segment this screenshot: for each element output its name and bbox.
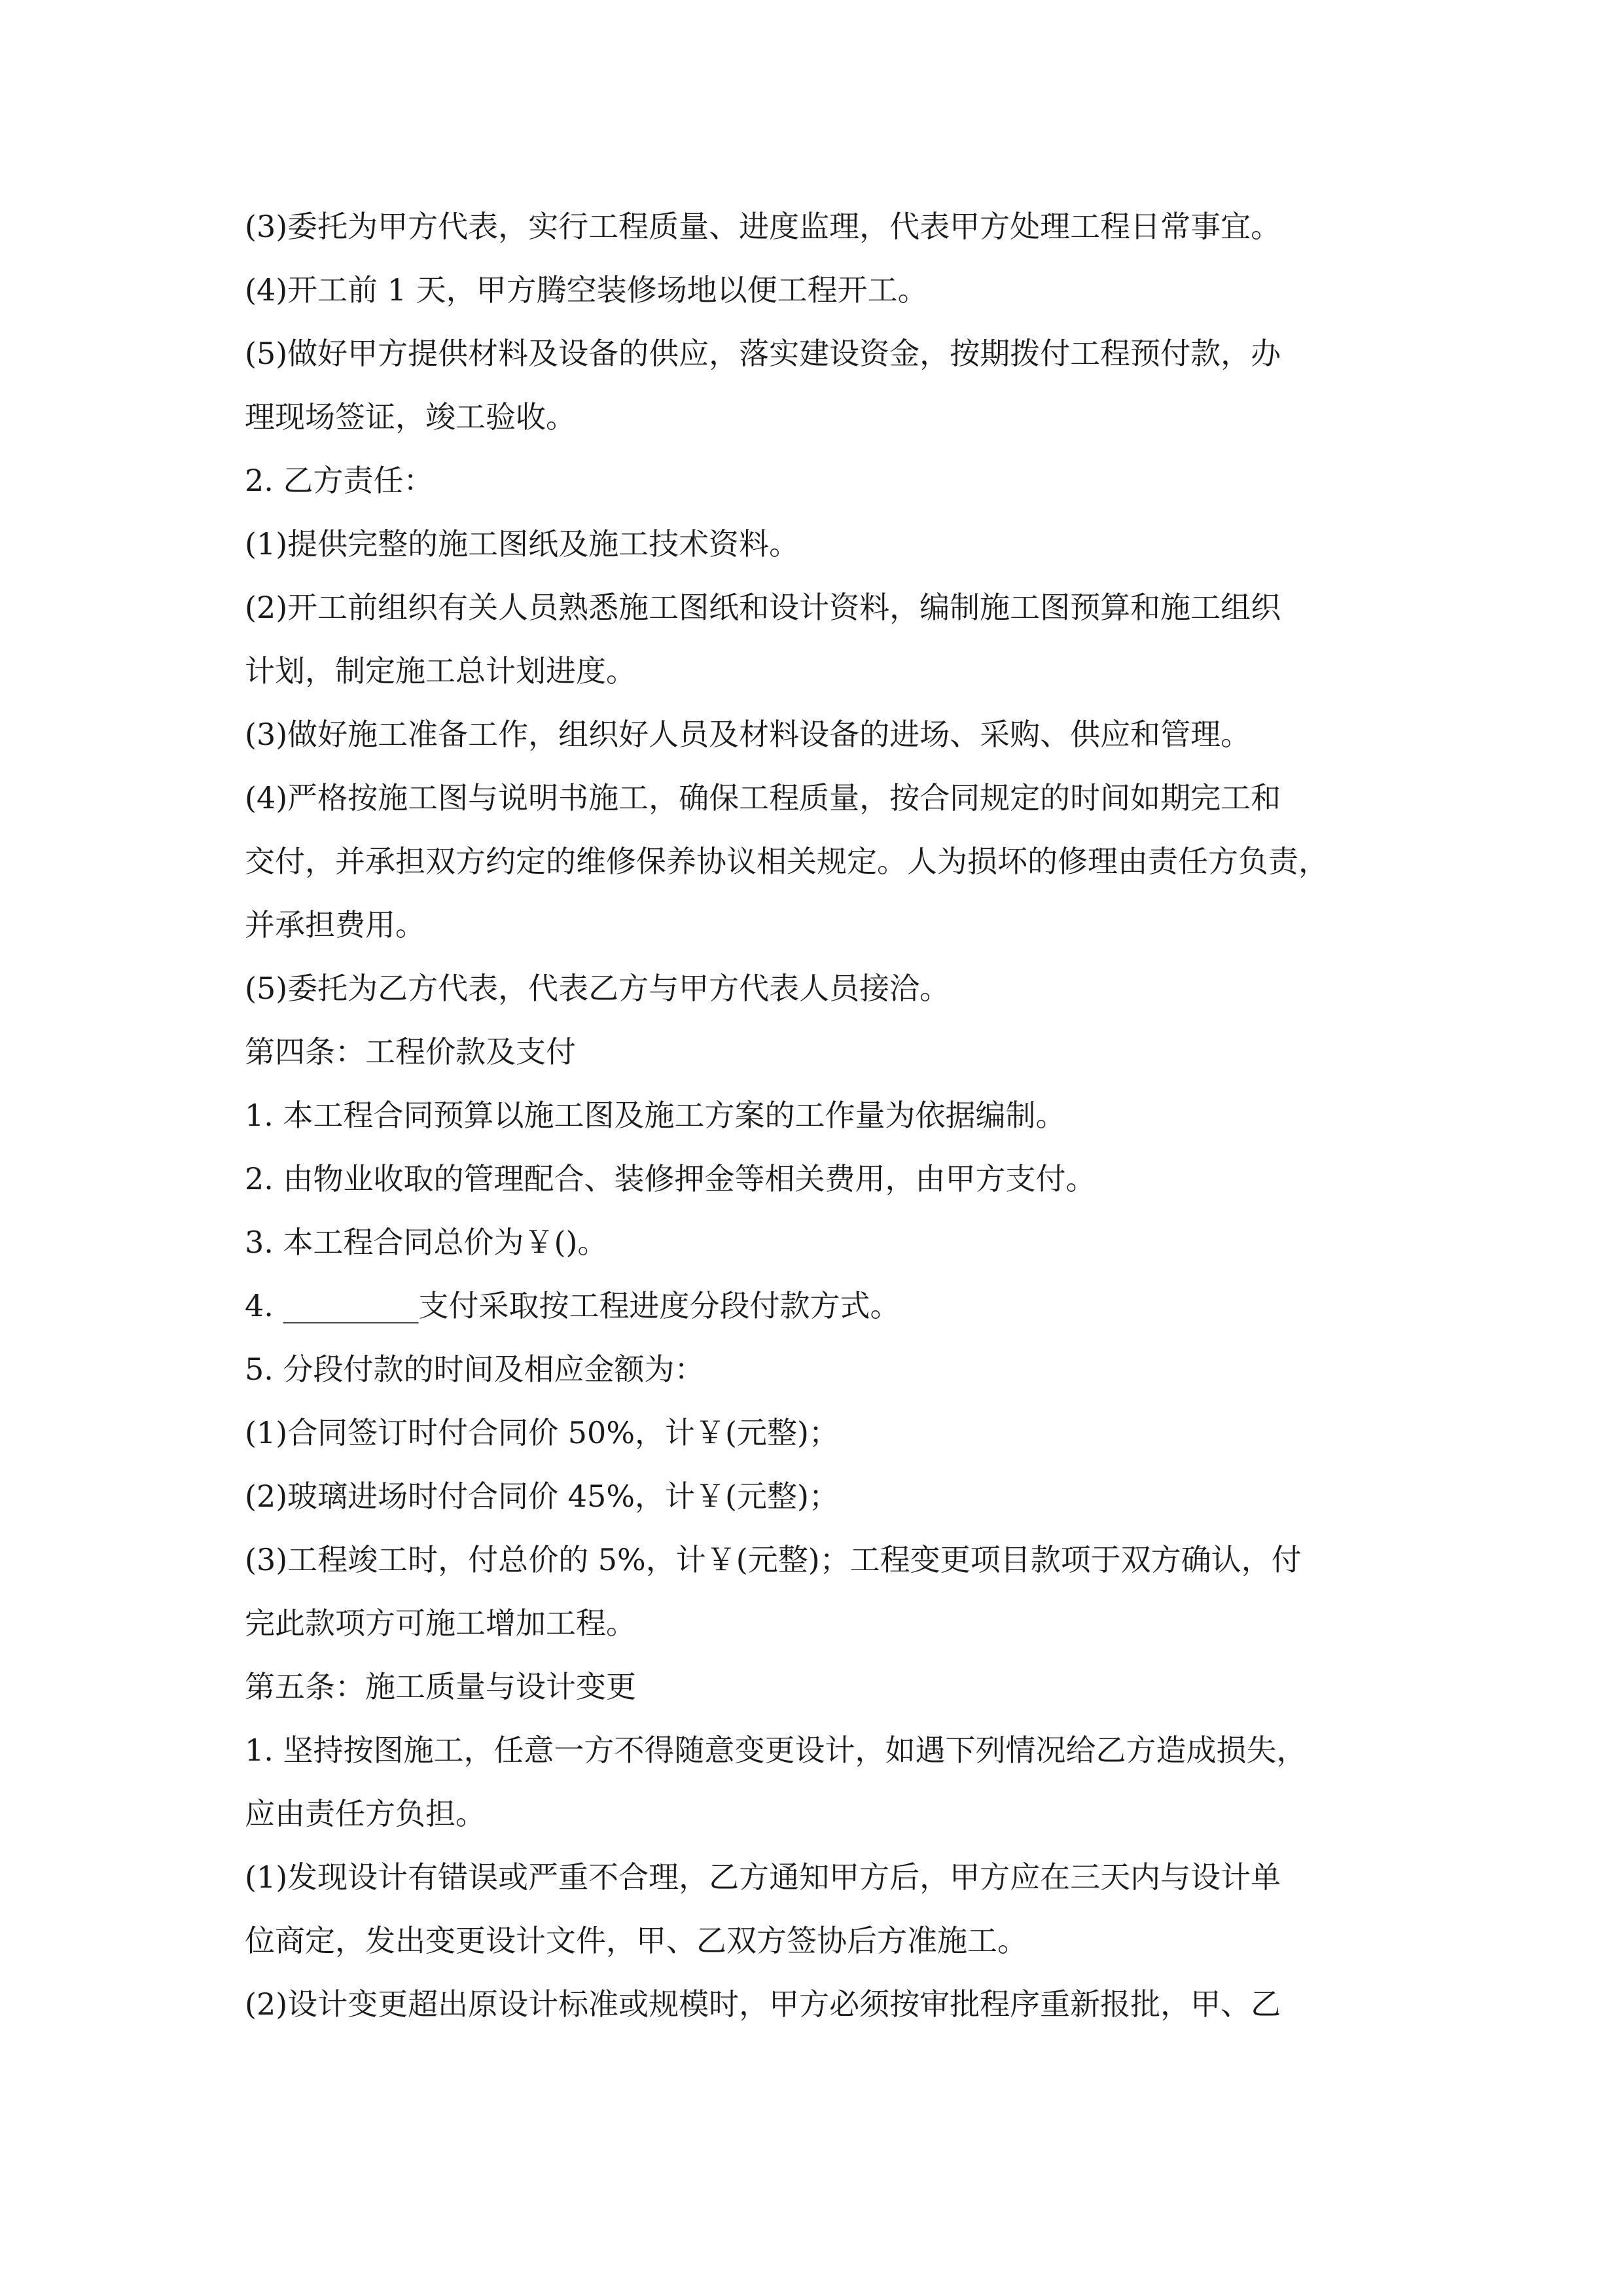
text-line: (4)严格按施工图与说明书施工，确保工程质量，按合同规定的时间如期完工和 — [245, 780, 1281, 816]
text-line: (2)玻璃进场时付合同价 45%，计￥(元整)； — [245, 1479, 839, 1514]
text-line: (1)提供完整的施工图纸及施工技术资料。 — [245, 526, 800, 562]
section-heading: 2. 乙方责任： — [245, 463, 434, 498]
text-line: (1)合同签订时付合同价 50%，计￥(元整)； — [245, 1415, 839, 1450]
article-heading: 第五条：施工质量与设计变更 — [245, 1669, 636, 1704]
text-line: (3)做好施工准备工作，组织好人员及材料设备的进场、采购、供应和管理。 — [245, 717, 1251, 752]
text-line: 3. 本工程合同总价为￥()。 — [245, 1225, 608, 1260]
text-line: 理现场签证，竣工验收。 — [245, 399, 576, 435]
text-line: (3)委托为甲方代表，实行工程质量、进度监理，代表甲方处理工程日常事宜。 — [245, 209, 1281, 244]
text-line: 并承担费用。 — [245, 907, 425, 942]
text-line: (3)工程竣工时，付总价的 5%，计￥(元整)；工程变更项目款项于双方确认，付 — [245, 1542, 1302, 1577]
text-line: 5. 分段付款的时间及相应金额为： — [245, 1352, 705, 1387]
text-line: (4)开工前 1 天，甲方腾空装修场地以便工程开工。 — [245, 272, 928, 308]
text-line: (5)做好甲方提供材料及设备的供应，落实建设资金，按期拨付工程预付款，办 — [245, 336, 1281, 371]
text-line: 1. 本工程合同预算以施工图及施工方案的工作量为依据编制。 — [245, 1098, 1066, 1133]
text-line: (5)委托为乙方代表，代表乙方与甲方代表人员接洽。 — [245, 971, 950, 1006]
text-line: 2. 由物业收取的管理配合、装修押金等相关费用，由甲方支付。 — [245, 1161, 1096, 1196]
text-line: 完此款项方可施工增加工程。 — [245, 1605, 636, 1641]
text-line: 交付，并承担双方约定的维修保养协议相关规定。人为损坏的修理由责任方负责， — [245, 844, 1329, 879]
text-line: 位商定，发出变更设计文件，甲、乙双方签协后方准施工。 — [245, 1923, 1027, 1958]
contract-text-body — [245, 195, 1397, 2036]
text-line: 应由责任方负担。 — [245, 1796, 486, 1831]
text-line: (1)发现设计有错误或严重不合理，乙方通知甲方后，甲方应在三天内与设计单 — [245, 1859, 1281, 1895]
text-line: (2)开工前组织有关人员熟悉施工图纸和设计资料，编制施工图预算和施工组织 — [245, 590, 1281, 625]
text-line: 1. 坚持按图施工，任意一方不得随意变更设计，如遇下列情况给乙方造成损失， — [245, 1732, 1307, 1768]
text-line: 4. _________支付采取按工程进度分段付款方式。 — [245, 1288, 901, 1323]
text-line: (2)设计变更超出原设计标准或规模时，甲方必须按审批程序重新报批，甲、乙 — [245, 1986, 1281, 2022]
text-line: 计划，制定施工总计划进度。 — [245, 653, 636, 689]
article-heading: 第四条：工程价款及支付 — [245, 1034, 576, 1069]
